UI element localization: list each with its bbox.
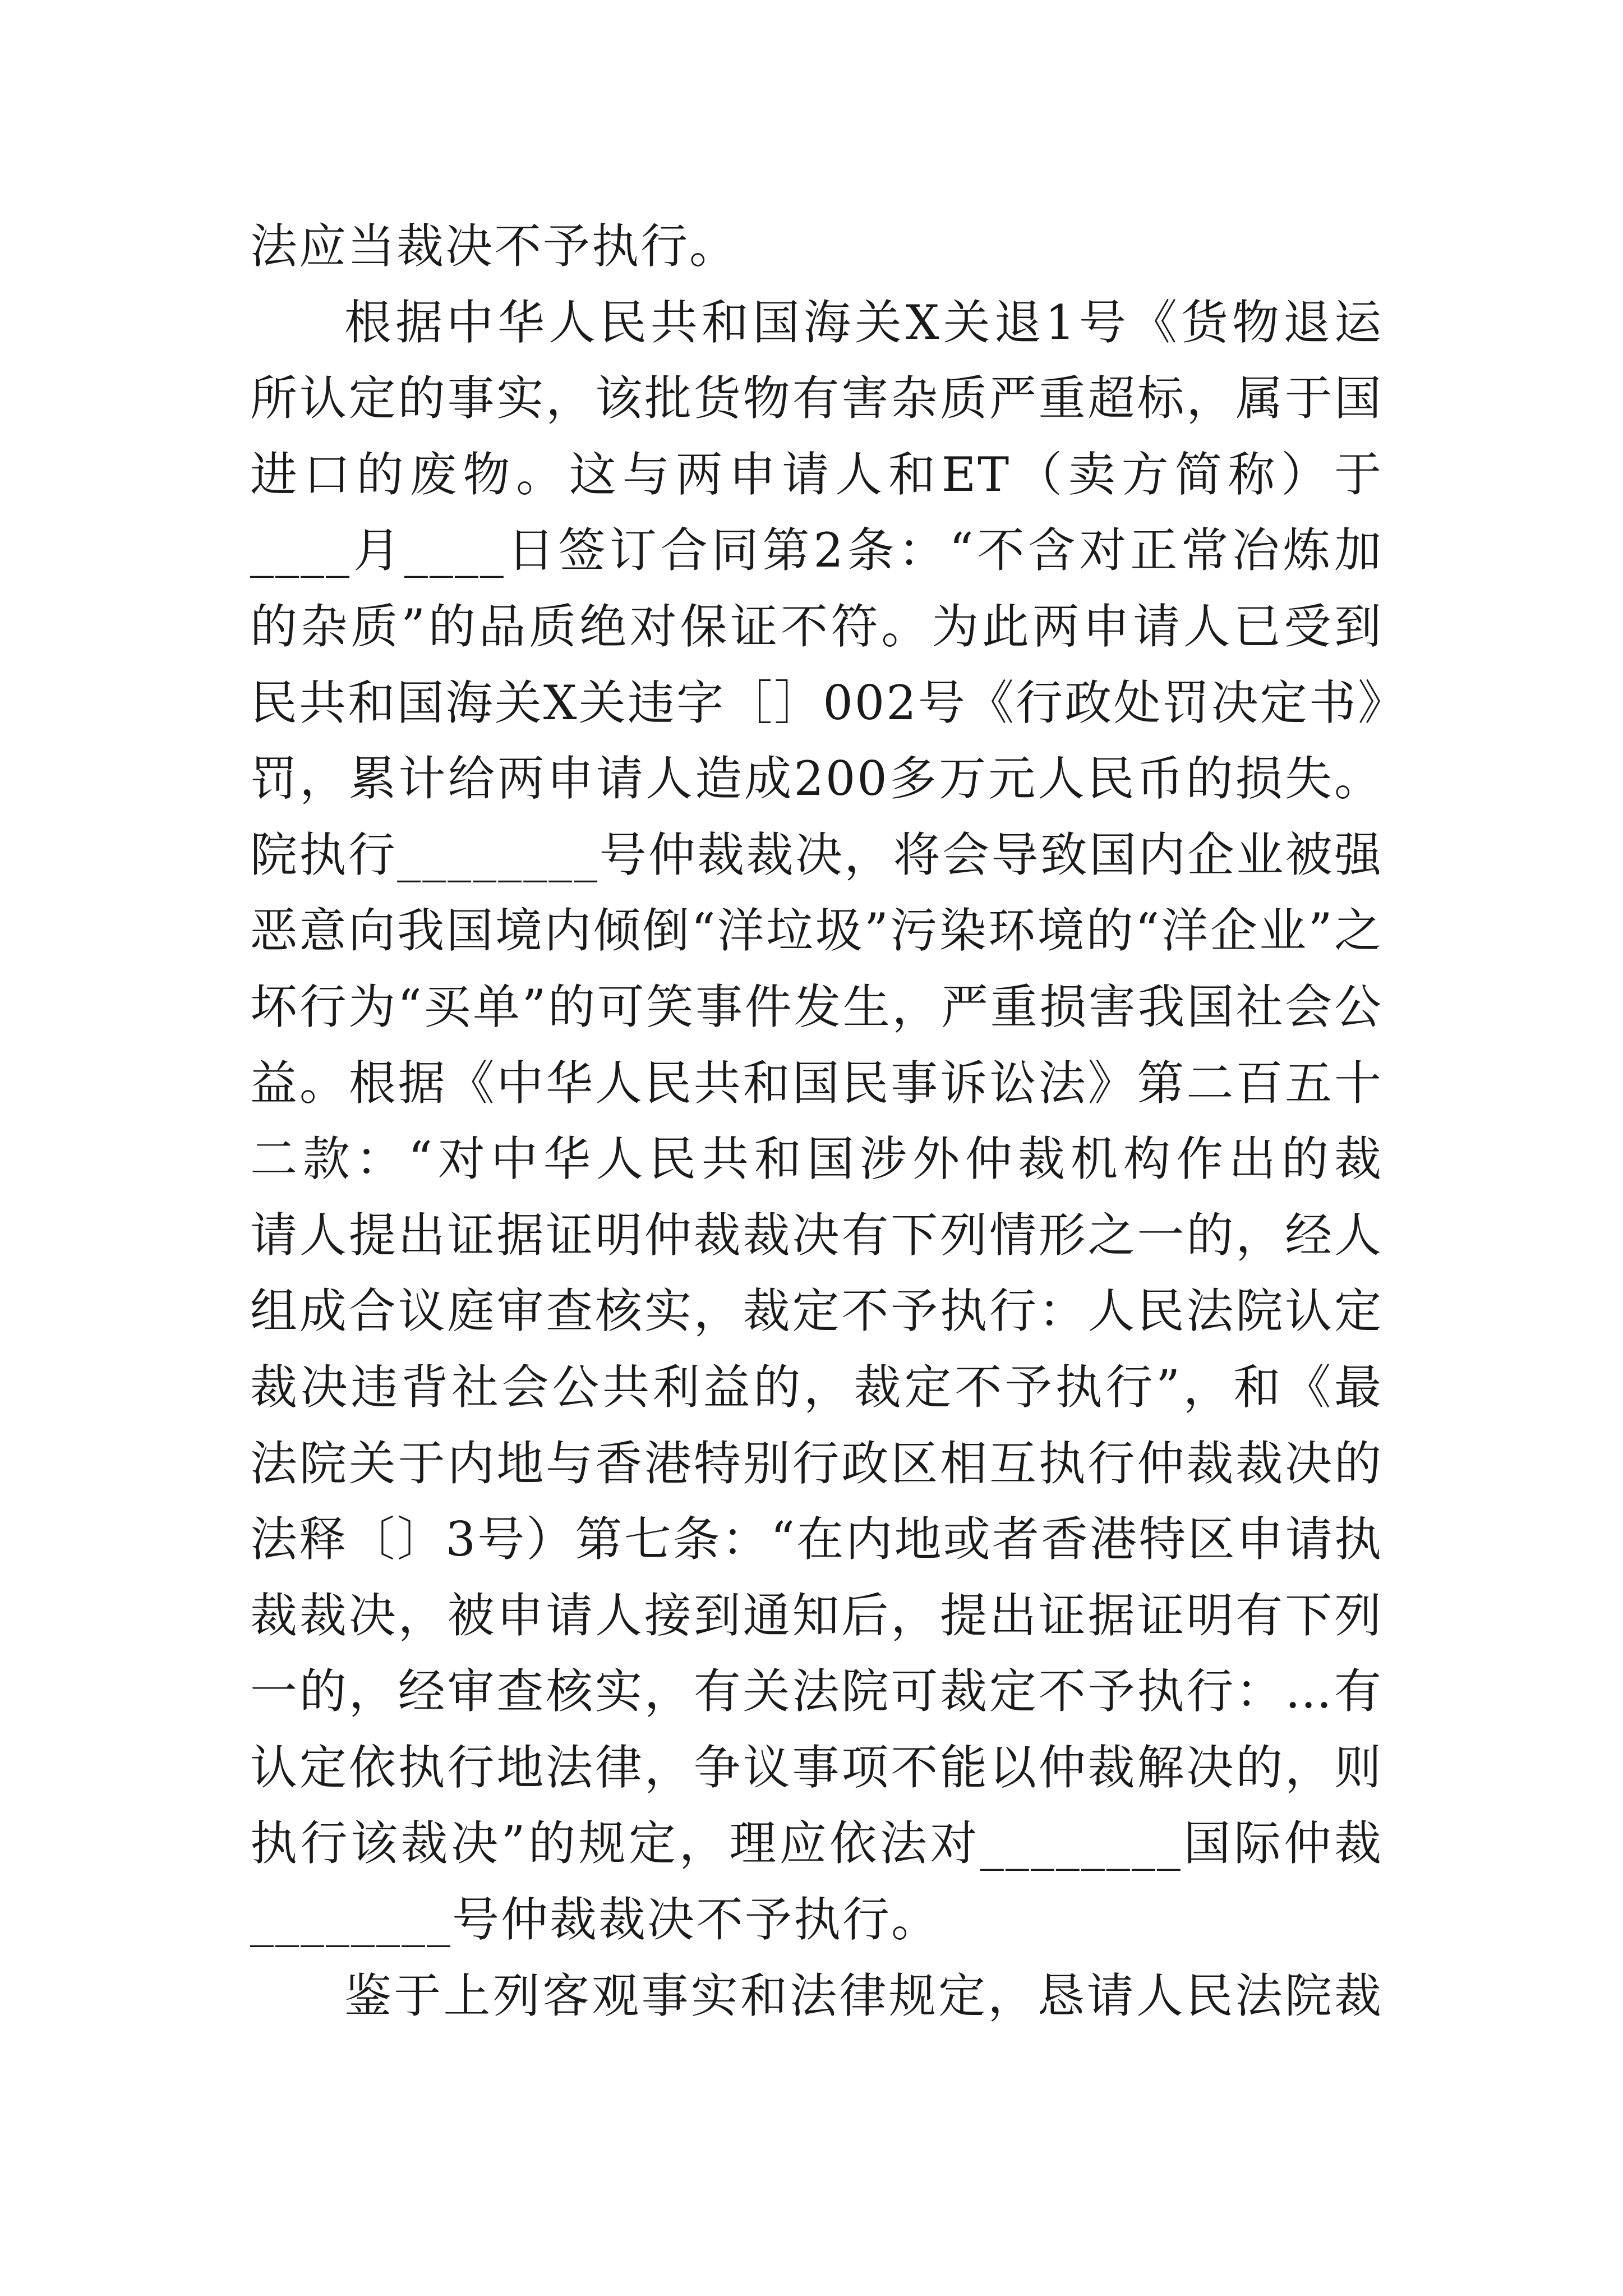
document-body [250, 209, 1383, 2034]
text-line: ________号仲裁裁决不予执行。 [250, 1892, 940, 1948]
text-line: 认定依执行地法律，争议事项不能以仲裁解决的，则 [250, 1740, 1383, 1795]
text-line: 请人提出证据证明仲裁裁决有下列情形之一的，经人 [250, 1207, 1383, 1263]
text-line: 法释〔〕3号）第七条：“在内地或者香港特区申请执 [250, 1512, 1383, 1567]
text-line: 组成合议庭审查核实，裁定不予执行：人民法院认定 [250, 1283, 1383, 1339]
text-line: 院执行________号仲裁裁决，将会导致国内企业被强 [250, 827, 1383, 882]
text-line: 民共和国海关X关违字［］002号《行政处罚决定书》 [250, 675, 1383, 730]
text-line: 所认定的事实，该批货物有害杂质严重超标，属于国 [250, 371, 1383, 426]
text-line: 裁决违背社会公共利益的，裁定不予执行”，和《最 [250, 1359, 1383, 1415]
text-line: 法应当裁决不予执行。 [250, 219, 739, 274]
text-line: ____月____日签订合同第2条：“不含对正常冶炼加 [250, 523, 1383, 578]
text-line: 法院关于内地与香港特别行政区相互执行仲裁裁决的 [250, 1435, 1383, 1491]
text-line: 裁裁决，被申请人接到通知后，提出证据证明有下列 [250, 1588, 1383, 1643]
text-line: 执行该裁决”的规定，理应依法对________国际仲裁 [250, 1816, 1383, 1871]
text-line: 恶意向我国境内倾倒“洋垃圾”污染环境的“洋企业”之 [250, 903, 1383, 959]
text-line: 一的，经审查核实，有关法院可裁定不予执行：…有 [250, 1664, 1383, 1719]
text-line: 益。根据《中华人民共和国民事诉讼法》第二百五十 [250, 1055, 1383, 1111]
text-line: 坏行为“买单”的可笑事件发生，严重损害我国社会公 [250, 979, 1383, 1034]
text-line: 罚，累计给两申请人造成200多万元人民币的损失。 [250, 751, 1383, 807]
text-line: 根据中华人民共和国海关X关退1号《货物退运 [344, 295, 1383, 350]
text-line: 的杂质”的品质绝对保证不符。为此两申请人已受到 [250, 599, 1383, 654]
text-line: 进口的废物。这与两申请人和ET（卖方简称）于 [250, 447, 1383, 502]
text-line: 二款：“对中华人民共和国涉外仲裁机构作出的裁 [250, 1131, 1383, 1187]
text-line: 鉴于上列客观事实和法律规定，恳请人民法院裁 [344, 1968, 1383, 2023]
